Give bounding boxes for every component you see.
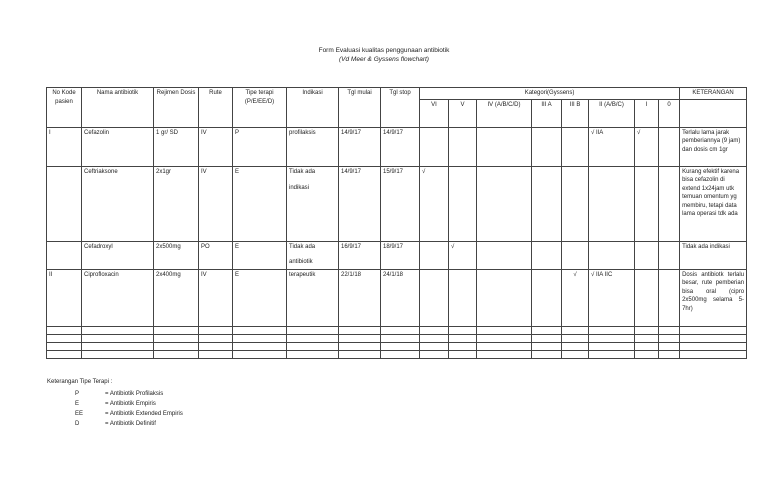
header-kat-iiib: III B (562, 99, 589, 127)
header-keterangan: KETERANGAN (680, 88, 747, 100)
empty-row (47, 334, 747, 342)
header-indikasi: Indikasi (287, 88, 339, 128)
indikasi-line-1: Tidak ada (289, 168, 316, 175)
cell-kat-0 (659, 269, 680, 326)
header-tgl-mulai: Tgl mulai (339, 88, 381, 128)
cell-no: II (47, 269, 82, 326)
legend-desc: = Antibiotik Extended Empiris (105, 411, 183, 417)
cell-tgl-stop: 18/9/17 (381, 241, 420, 269)
table-row (47, 166, 747, 241)
header-antibiotik: Nama antibiotik (82, 88, 154, 128)
cell-kat-vi (420, 127, 449, 166)
cell-no: I (47, 127, 82, 166)
cell-tgl-mulai: 16/9/17 (339, 241, 381, 269)
table-row (47, 241, 747, 269)
cell-kat-i (635, 166, 659, 241)
cell-kat-vi (420, 241, 449, 269)
header-kat-iv: IV (A/B/C/D) (477, 99, 532, 127)
cell-rute: IV (199, 166, 233, 241)
cell-tgl-stop: 15/9/17 (381, 166, 420, 241)
legend-item (47, 419, 156, 429)
form-title: Form Evaluasi kualitas penggunaan antibiotik (318, 47, 450, 54)
cell-indikasi: terapeutik (287, 269, 339, 326)
header-tgl-stop: Tgl stop (381, 88, 420, 128)
cell-kat-0 (659, 241, 680, 269)
evaluation-table (46, 87, 747, 359)
cell-kat-0 (659, 127, 680, 166)
cell-dosis: 2x1gr (154, 166, 199, 241)
cell-kat-v (449, 127, 477, 166)
cell-kat-iiib: √ (562, 269, 589, 326)
header-keterangan-empty (680, 99, 747, 127)
legend-title: Keterangan Tipe Terapi : (47, 379, 113, 385)
indikasi-line-2: antibiotik (289, 259, 313, 265)
cell-kat-iiia (532, 166, 562, 241)
cell-kat-vi: √ (420, 166, 449, 241)
cell-kat-iiia (532, 269, 562, 326)
cell-dosis: 1 gr/ SD (154, 127, 199, 166)
cell-kat-vi (420, 269, 449, 326)
cell-kat-iv (477, 269, 532, 326)
header-kat-vi: VI (420, 99, 449, 127)
indikasi-line-2: indikasi (289, 185, 310, 191)
header-kat-0: 0 (659, 99, 680, 127)
cell-antibiotik: Cefadroxyl (82, 241, 154, 269)
cell-antibiotik: Ceftriaksone (82, 166, 154, 241)
cell-kat-iiib (562, 127, 589, 166)
cell-kat-iv (477, 127, 532, 166)
header-rute: Rute (199, 88, 233, 128)
table-row (47, 269, 747, 326)
cell-kat-iiib (562, 241, 589, 269)
cell-kat-i: √ (635, 127, 659, 166)
cell-tgl-stop: 24/1/18 (381, 269, 420, 326)
header-regimen: Rejimen Dosis (154, 88, 199, 128)
header-no: No Kode pasien (47, 88, 82, 128)
cell-kat-v: √ (449, 241, 477, 269)
cell-dosis: 2x500mg (154, 241, 199, 269)
cell-keterangan: Tidak ada indikasi (680, 241, 747, 269)
cell-tgl-mulai: 14/9/17 (339, 166, 381, 241)
legend-item (47, 409, 183, 419)
legend (47, 377, 183, 429)
header-tipe-terapi: Tipe terapi (P/E/EE/D) (233, 88, 287, 128)
cell-kat-ii: √ IIA (589, 127, 635, 166)
legend-desc: = Antibiotik Profilaksis (105, 391, 164, 397)
cell-kat-iiia (532, 127, 562, 166)
cell-rute: IV (199, 269, 233, 326)
indikasi-line-1: Tidak ada (289, 243, 316, 250)
cell-kat-iv (477, 241, 532, 269)
cell-kat-i (635, 269, 659, 326)
legend-code: E (75, 401, 80, 407)
legend-code: EE (75, 411, 84, 417)
empty-row (47, 342, 747, 350)
legend-desc: = Antibiotik Definitif (105, 421, 156, 427)
empty-row (47, 326, 747, 334)
legend-desc: = Antibiotik Empiris (105, 401, 156, 407)
cell-kat-0 (659, 166, 680, 241)
cell-rute: PO (199, 241, 233, 269)
cell-indikasi: profilaksis (287, 127, 339, 166)
legend-item (47, 389, 164, 399)
cell-kat-iiia (532, 241, 562, 269)
cell-kat-ii: √ IIA IIC (589, 269, 635, 326)
header-kat-v: V (449, 99, 477, 127)
cell-tipe: E (233, 269, 287, 326)
cell-keterangan: Terlalu lama jarak pemberiannya (9 jam) dan dosis cm 1gr (680, 127, 747, 166)
cell-antibiotik: Cefazolin (82, 127, 154, 166)
legend-item (47, 399, 156, 409)
cell-keterangan: Dosis antibiotk terlalu besar, rute pemberian bisa oral (cipro 2x500mg selama 5-7hr) (680, 269, 747, 326)
cell-indikasi (287, 241, 339, 269)
cell-kat-v (449, 166, 477, 241)
cell-kat-iv (477, 166, 532, 241)
empty-row (47, 350, 747, 358)
header-kat-iiia: III A (532, 99, 562, 127)
cell-no (47, 241, 82, 269)
cell-kat-ii (589, 241, 635, 269)
cell-indikasi (287, 166, 339, 241)
cell-keterangan: Kurang efektif karena bisa cefazolin di extend 1x24jam utk temuan omentum yg membiru, tetapi data lama operasi tdk ada (680, 166, 747, 241)
legend-code: D (75, 421, 80, 427)
form-subtitle: (Vd Meer & Gyssens flowchart) (339, 56, 429, 63)
cell-kat-ii (589, 166, 635, 241)
cell-tipe: P (233, 127, 287, 166)
cell-tgl-mulai: 22/1/18 (339, 269, 381, 326)
legend-code: P (75, 391, 80, 397)
header-kategori: Kategori(Gyssens) (420, 88, 680, 100)
cell-tipe: E (233, 241, 287, 269)
cell-kat-v (449, 269, 477, 326)
header-kat-ii: II (A/B/C) (589, 99, 635, 127)
cell-tipe: E (233, 166, 287, 241)
cell-antibiotik: Ciprofloxacin (82, 269, 154, 326)
table-row (47, 127, 747, 166)
cell-rute: IV (199, 127, 233, 166)
header-kat-i: I (635, 99, 659, 127)
cell-kat-i (635, 241, 659, 269)
cell-no (47, 166, 82, 241)
cell-dosis: 2x400mg (154, 269, 199, 326)
cell-tgl-mulai: 14/9/17 (339, 127, 381, 166)
cell-kat-iiib (562, 166, 589, 241)
cell-tgl-stop: 14/9/17 (381, 127, 420, 166)
